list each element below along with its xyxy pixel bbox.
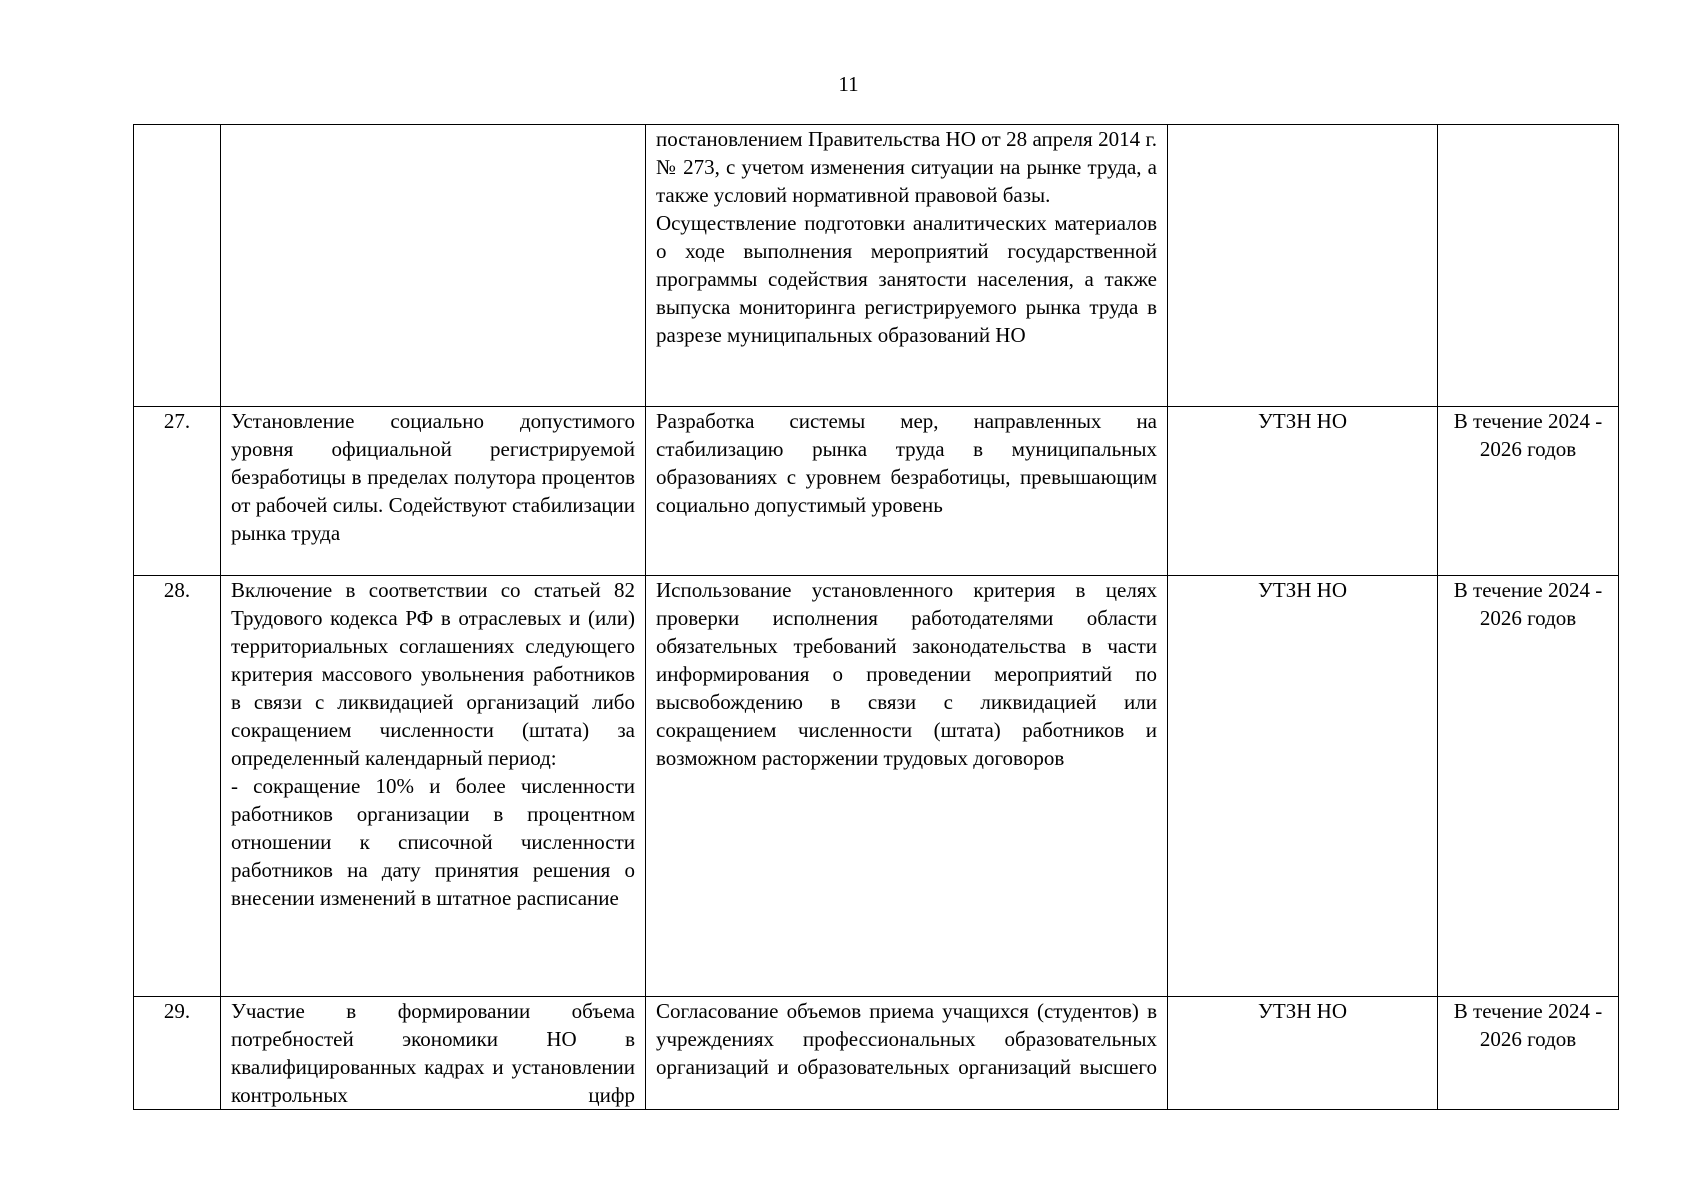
executor-cell: УТЗН НО [1168,997,1438,1110]
measure-paragraph: постановлением Правительства НО от 28 апреля 2014 г. № 273, с учетом изменения ситуации на рынке труда, а также условий нормативной правовой базы. [656,127,1157,207]
row-number: 29. [134,997,221,1110]
task-cell [221,407,646,576]
row-number: 28. [134,576,221,997]
table-row [134,997,1619,1110]
task-cell [221,997,646,1110]
term-cell: В течение 2024 - 2026 годов [1438,997,1619,1110]
executor-cell: УТЗН НО [1168,407,1438,576]
task-cell [221,576,646,997]
row-number [134,125,221,407]
measure-paragraph: Разработка системы мер, направленных на стабилизацию рынка труда в муниципальных образованиях с уровнем безработицы, превышающим социально допустимый уровень [656,409,1157,517]
task-paragraph: - сокращение 10% и более численности работников организации в процентном отношении к списочной численности работников на дату принятия решения о внесении изменений в штатное расписание [231,774,635,910]
measure-paragraph: Осуществление подготовки аналитических материалов о ходе выполнения мероприятий государственной программы содействия занятости населения, а также выпуска мониторинга регистрируемого рынка труда в разрезе муниципальных образований НО [656,211,1157,347]
task-paragraph: Включение в соответствии со статьей 82 Трудового кодекса РФ в отраслевых и (или) территориальных соглашениях следующего критерия массового увольнения работников в связи с ликвидацией организаций либо сокращением численности (штата) за определенный календарный период: [231,578,635,770]
measure-cell [646,576,1168,997]
term-cell [1438,125,1619,407]
term-cell: В течение 2024 - 2026 годов [1438,407,1619,576]
row-number: 27. [134,407,221,576]
task-cell [221,125,646,407]
measure-cell [646,997,1168,1110]
executor-cell: УТЗН НО [1168,576,1438,997]
measure-cell [646,407,1168,576]
table-row [134,125,1619,407]
executor-cell [1168,125,1438,407]
measures-table [133,124,1619,1110]
table-row [134,576,1619,997]
measure-cell [646,125,1168,407]
measure-paragraph: Согласование объемов приема учащихся (студентов) в учреждениях профессиональных образовательных организаций и образовательных организаций высшего [656,999,1157,1079]
term-cell: В течение 2024 - 2026 годов [1438,576,1619,997]
measure-paragraph: Использование установленного критерия в целях проверки исполнения работодателями области обязательных требований законодательства в части информирования о проведении мероприятий по высвобождению в связи с ликвидацией или сокращением численности (штата) работников и возможном расторжении трудовых договоров [656,578,1157,770]
table-row [134,407,1619,576]
page-number: 11 [838,72,859,96]
task-paragraph: Установление социально допустимого уровня официальной регистрируемой безработицы в пределах полутора процентов от рабочей силы. Содействуют стабилизации рынка труда [231,409,635,545]
task-paragraph: Участие в формировании объема потребностей экономики НО в квалифицированных кадрах и установлении контрольных цифр [231,999,635,1107]
